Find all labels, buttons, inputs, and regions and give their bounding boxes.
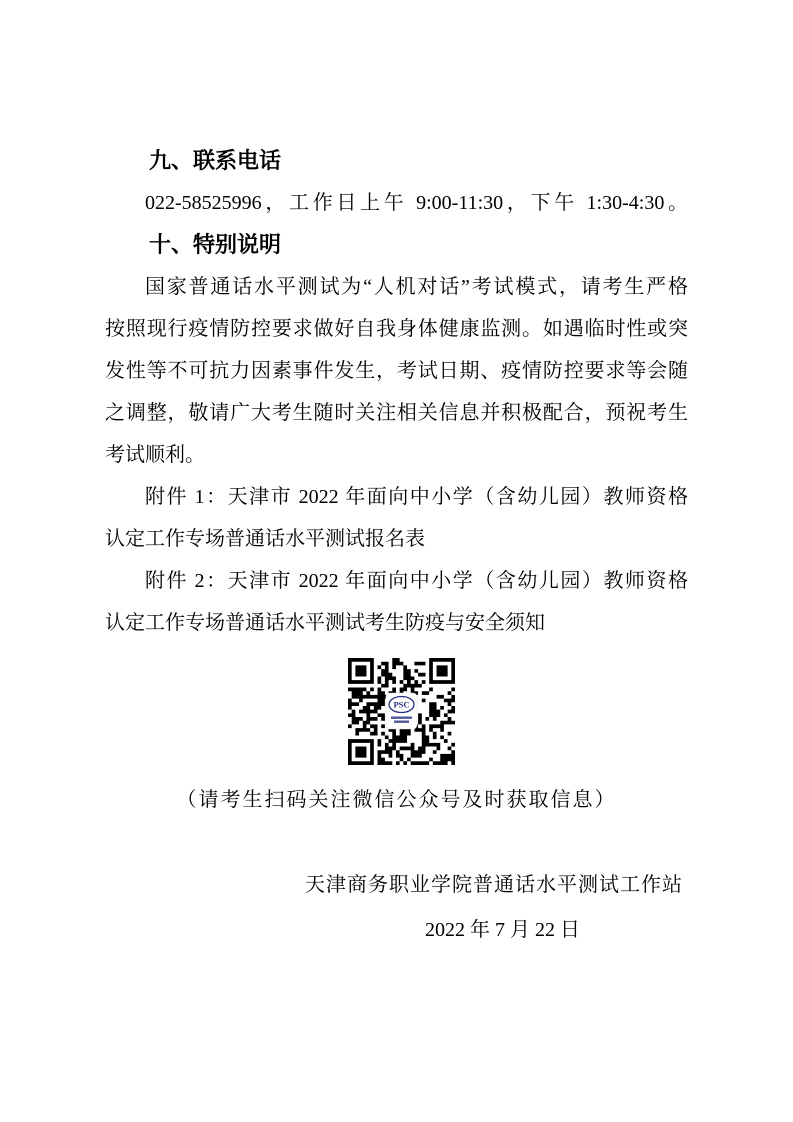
qr-code-block <box>105 658 688 765</box>
signature-line: 天津商务职业学院普通话水平测试工作站 <box>305 874 683 896</box>
section-heading-special: 十、特别说明 <box>149 232 282 257</box>
attachment1-paragraph <box>105 476 688 560</box>
text-line: 附件 2：天津市 2022 年面向中小学（含幼儿园）教师资格 <box>145 570 688 592</box>
text-line: 认定工作专场普通话水平测试考生防疫与安全须知 <box>105 612 545 634</box>
text-line: 附件 1：天津市 2022 年面向中小学（含幼儿园）教师资格 <box>145 486 688 508</box>
contact-phone-paragraph <box>105 182 688 224</box>
qr-caption: （请考生扫码关注微信公众号及时获取信息） <box>176 789 617 811</box>
attachment2-paragraph <box>105 560 688 644</box>
text-line: 发性等不可抗力因素事件发生，考试日期、疫情防控要求等会随 <box>105 360 688 382</box>
special-note-paragraph <box>105 266 688 476</box>
text-line: 按照现行疫情防控要求做好自我身体健康监测。如遇临时性或突 <box>105 318 688 340</box>
svg-text:PSC: PSC <box>393 699 410 710</box>
text-line: 022-58525996，工作日上午 9:00-11:30，下午 1:30-4:30。 <box>145 192 688 214</box>
section-heading-contact: 九、联系电话 <box>149 148 282 173</box>
text-line: 之调整，敬请广大考生随时关注相关信息并积极配合，预祝考生 <box>105 402 688 424</box>
wechat-qr-code-image <box>348 658 455 765</box>
date-line: 2022 年 7 月 22 日 <box>425 919 580 941</box>
text-line: 国家普通话水平测试为“人机对话”考试模式，请考生严格 <box>145 276 688 298</box>
text-line: 认定工作专场普通话水平测试报名表 <box>105 528 425 550</box>
text-line: 考试顺利。 <box>105 444 205 466</box>
